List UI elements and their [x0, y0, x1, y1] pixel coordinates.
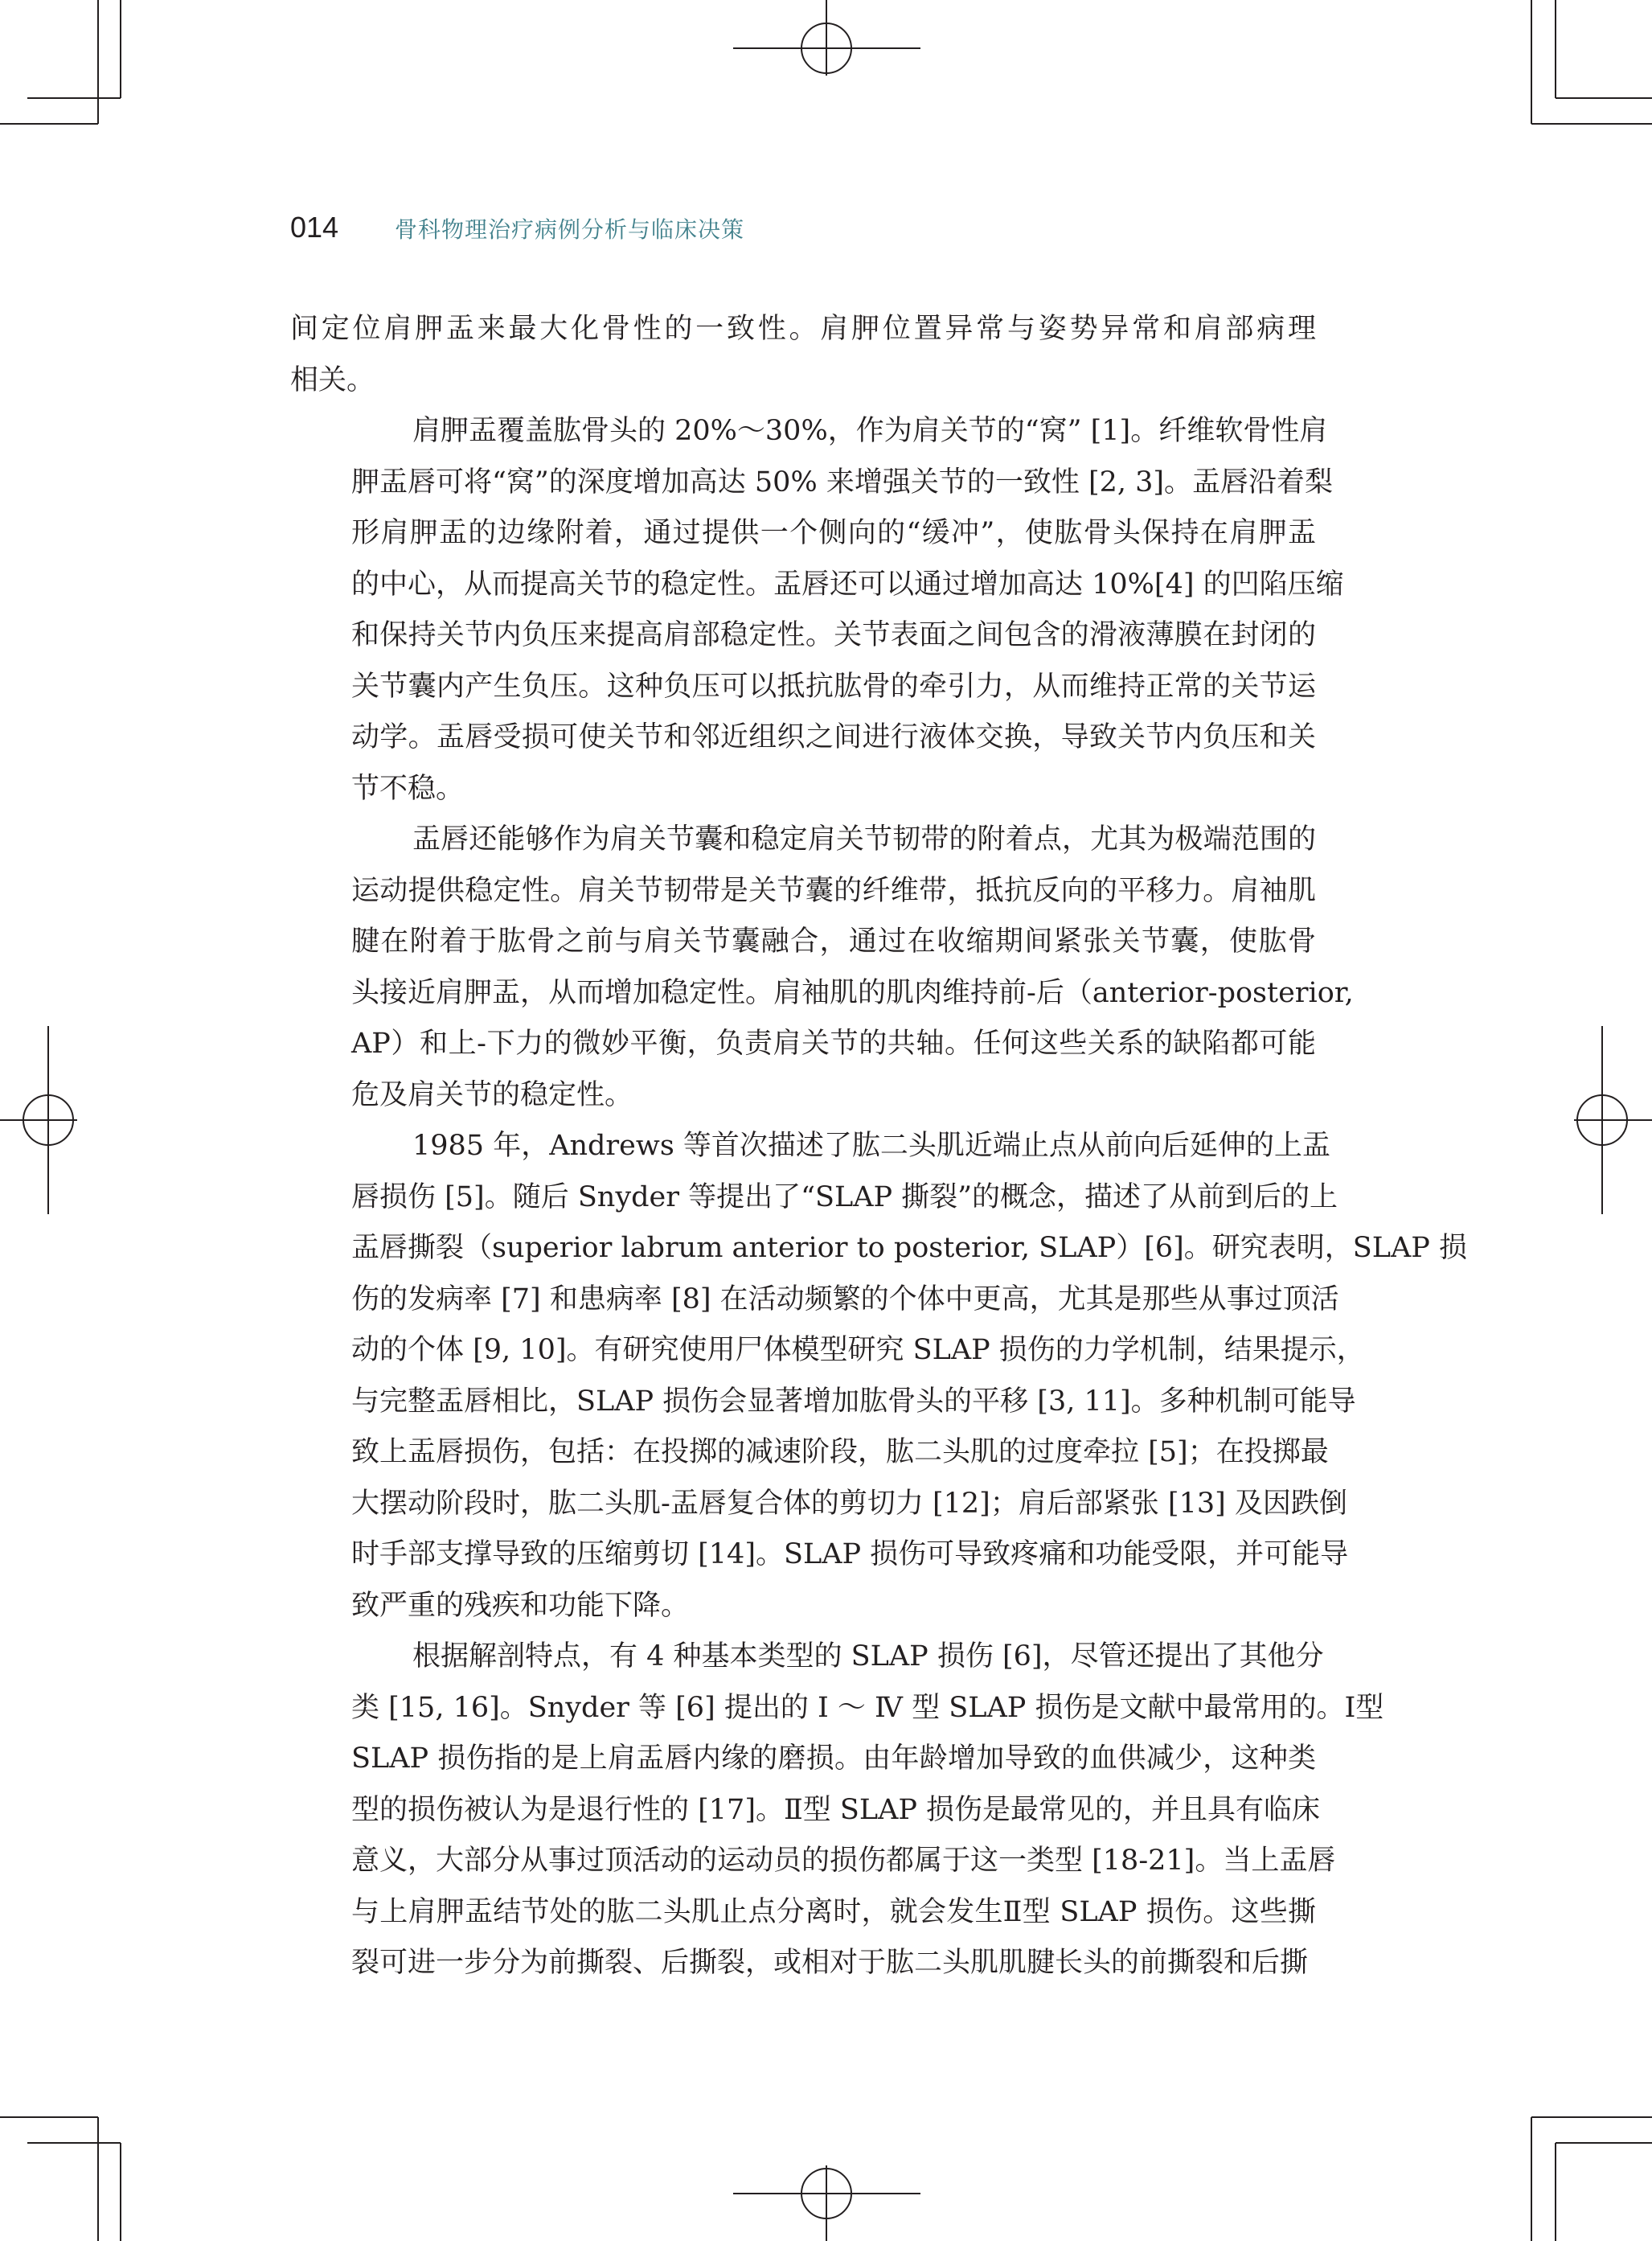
text-line: 与完整盂唇相比，SLAP 损伤会显著增加肱骨头的平移 [3, 11]。多种机制可能导: [351, 1385, 1356, 1418]
text-line: 动学。盂唇受损可使关节和邻近组织之间进行液体交换，导致关节内负压和关: [351, 721, 1316, 753]
text-line: 裂可进一步分为前撕裂、后撕裂，或相对于肱二头肌肌腱长头的前撕裂和后撕: [351, 1947, 1309, 1979]
text-line: 致严重的残疾和功能下降。: [351, 1589, 690, 1622]
text-line: 致上盂唇损伤，包括：在投掷的减速阶段，肱二头肌的过度牵拉 [5]；在投掷最: [351, 1436, 1329, 1468]
text-line: 动的个体 [9, 10]。有研究使用尸体模型研究 SLAP 损伤的力学机制，结果提示，: [351, 1334, 1365, 1366]
text-line: 间定位肩胛盂来最大化骨性的一致性。肩胛位置异常与姿势异常和肩部病理: [290, 313, 1316, 345]
body-text: [290, 304, 1467, 1989]
text-line: 相关。: [290, 363, 375, 396]
book-title: 骨科物理治疗病例分析与临床决策: [395, 216, 745, 243]
text-line: 运动提供稳定性。肩关节韧带是关节囊的纤维带，抵抗反向的平移力。肩袖肌: [351, 874, 1316, 907]
text-line: 1985 年，Andrews 等首次描述了肱二头肌近端止点从前向后延伸的上盂: [412, 1130, 1330, 1162]
paragraph: [290, 1631, 1384, 1989]
paragraph: [290, 815, 1354, 1121]
text-line: 形肩胛盂的边缘附着，通过提供一个侧向的“缓冲”，使肱骨头保持在肩胛盂: [351, 517, 1316, 549]
paragraph: [290, 304, 1316, 406]
text-line: 头接近肩胛盂，从而增加稳定性。肩袖肌的肌肉维持前-后（anterior-posterior,: [351, 976, 1354, 1009]
text-line: 与上肩胛盂结节处的肱二头肌止点分离时，就会发生Ⅱ型 SLAP 损伤。这些撕: [351, 1895, 1316, 1928]
text-line: 意义，大部分从事过顶活动的运动员的损伤都属于这一类型 [18-21]。当上盂唇: [351, 1845, 1336, 1877]
paragraph: [290, 406, 1344, 815]
text-line: 根据解剖特点，有 4 种基本类型的 SLAP 损伤 [6]，尽管还提出了其他分: [412, 1640, 1324, 1673]
text-line: 危及肩关节的稳定性。: [351, 1078, 633, 1111]
page-number: 014: [290, 211, 339, 244]
text-line: 唇损伤 [5]。随后 Snyder 等提出了“SLAP 撕裂”的概念，描述了从前到后的上: [351, 1180, 1338, 1213]
text-line: 节不稳。: [351, 772, 465, 805]
text-line: 的中心，从而提高关节的稳定性。盂唇还可以通过增加高达 10%[4] 的凹陷压缩: [351, 568, 1344, 601]
paragraph: [290, 1121, 1467, 1631]
text-line: 大摆动阶段时，肱二头肌-盂唇复合体的剪切力 [12]；肩后部紧张 [13] 及因跌倒: [351, 1487, 1347, 1520]
running-header: [290, 211, 744, 244]
text-line: 时手部支撑导致的压缩剪切 [14]。SLAP 损伤可导致疼痛和功能受限，并可能导: [351, 1538, 1349, 1570]
text-line: SLAP 损伤指的是上肩盂唇内缘的磨损。由年龄增加导致的血供减少，这种类: [351, 1742, 1316, 1775]
text-line: 型的损伤被认为是退行性的 [17]。Ⅱ型 SLAP 损伤是最常见的，并且具有临床: [351, 1793, 1321, 1826]
text-line: 盂唇还能够作为肩关节囊和稳定肩关节韧带的附着点，尤其为极端范围的: [412, 823, 1316, 856]
text-line: 类 [15, 16]。Snyder 等 [6] 提出的 Ⅰ ～ Ⅳ 型 SLAP 损伤是文献中最常用的。Ⅰ型: [351, 1691, 1384, 1724]
text-line: 和保持关节内负压来提高肩部稳定性。关节表面之间包含的滑液薄膜在封闭的: [351, 619, 1316, 651]
text-line: 关节囊内产生负压。这种负压可以抵抗肱骨的牵引力，从而维持正常的关节运: [351, 670, 1316, 703]
text-line: 盂唇撕裂（superior labrum anterior to posterior, SLAP）[6]。研究表明，SLAP 损: [351, 1232, 1467, 1264]
text-line: AP）和上-下力的微妙平衡，负责肩关节的共轴。任何这些关系的缺陷都可能: [351, 1028, 1316, 1060]
text-line: 伤的发病率 [7] 和患病率 [8] 在活动频繁的个体中更高，尤其是那些从事过顶活: [351, 1283, 1339, 1315]
text-line: 胛盂唇可将“窝”的深度增加高达 50% 来增强关节的一致性 [2, 3]。盂唇沿着梨: [351, 466, 1334, 499]
text-line: 肩胛盂覆盖肱骨头的 20%～30%，作为肩关节的“窝” [1]。纤维软骨性肩: [412, 415, 1328, 447]
text-line: 腱在附着于肱骨之前与肩关节囊融合，通过在收缩期间紧张关节囊，使肱骨: [351, 926, 1316, 958]
